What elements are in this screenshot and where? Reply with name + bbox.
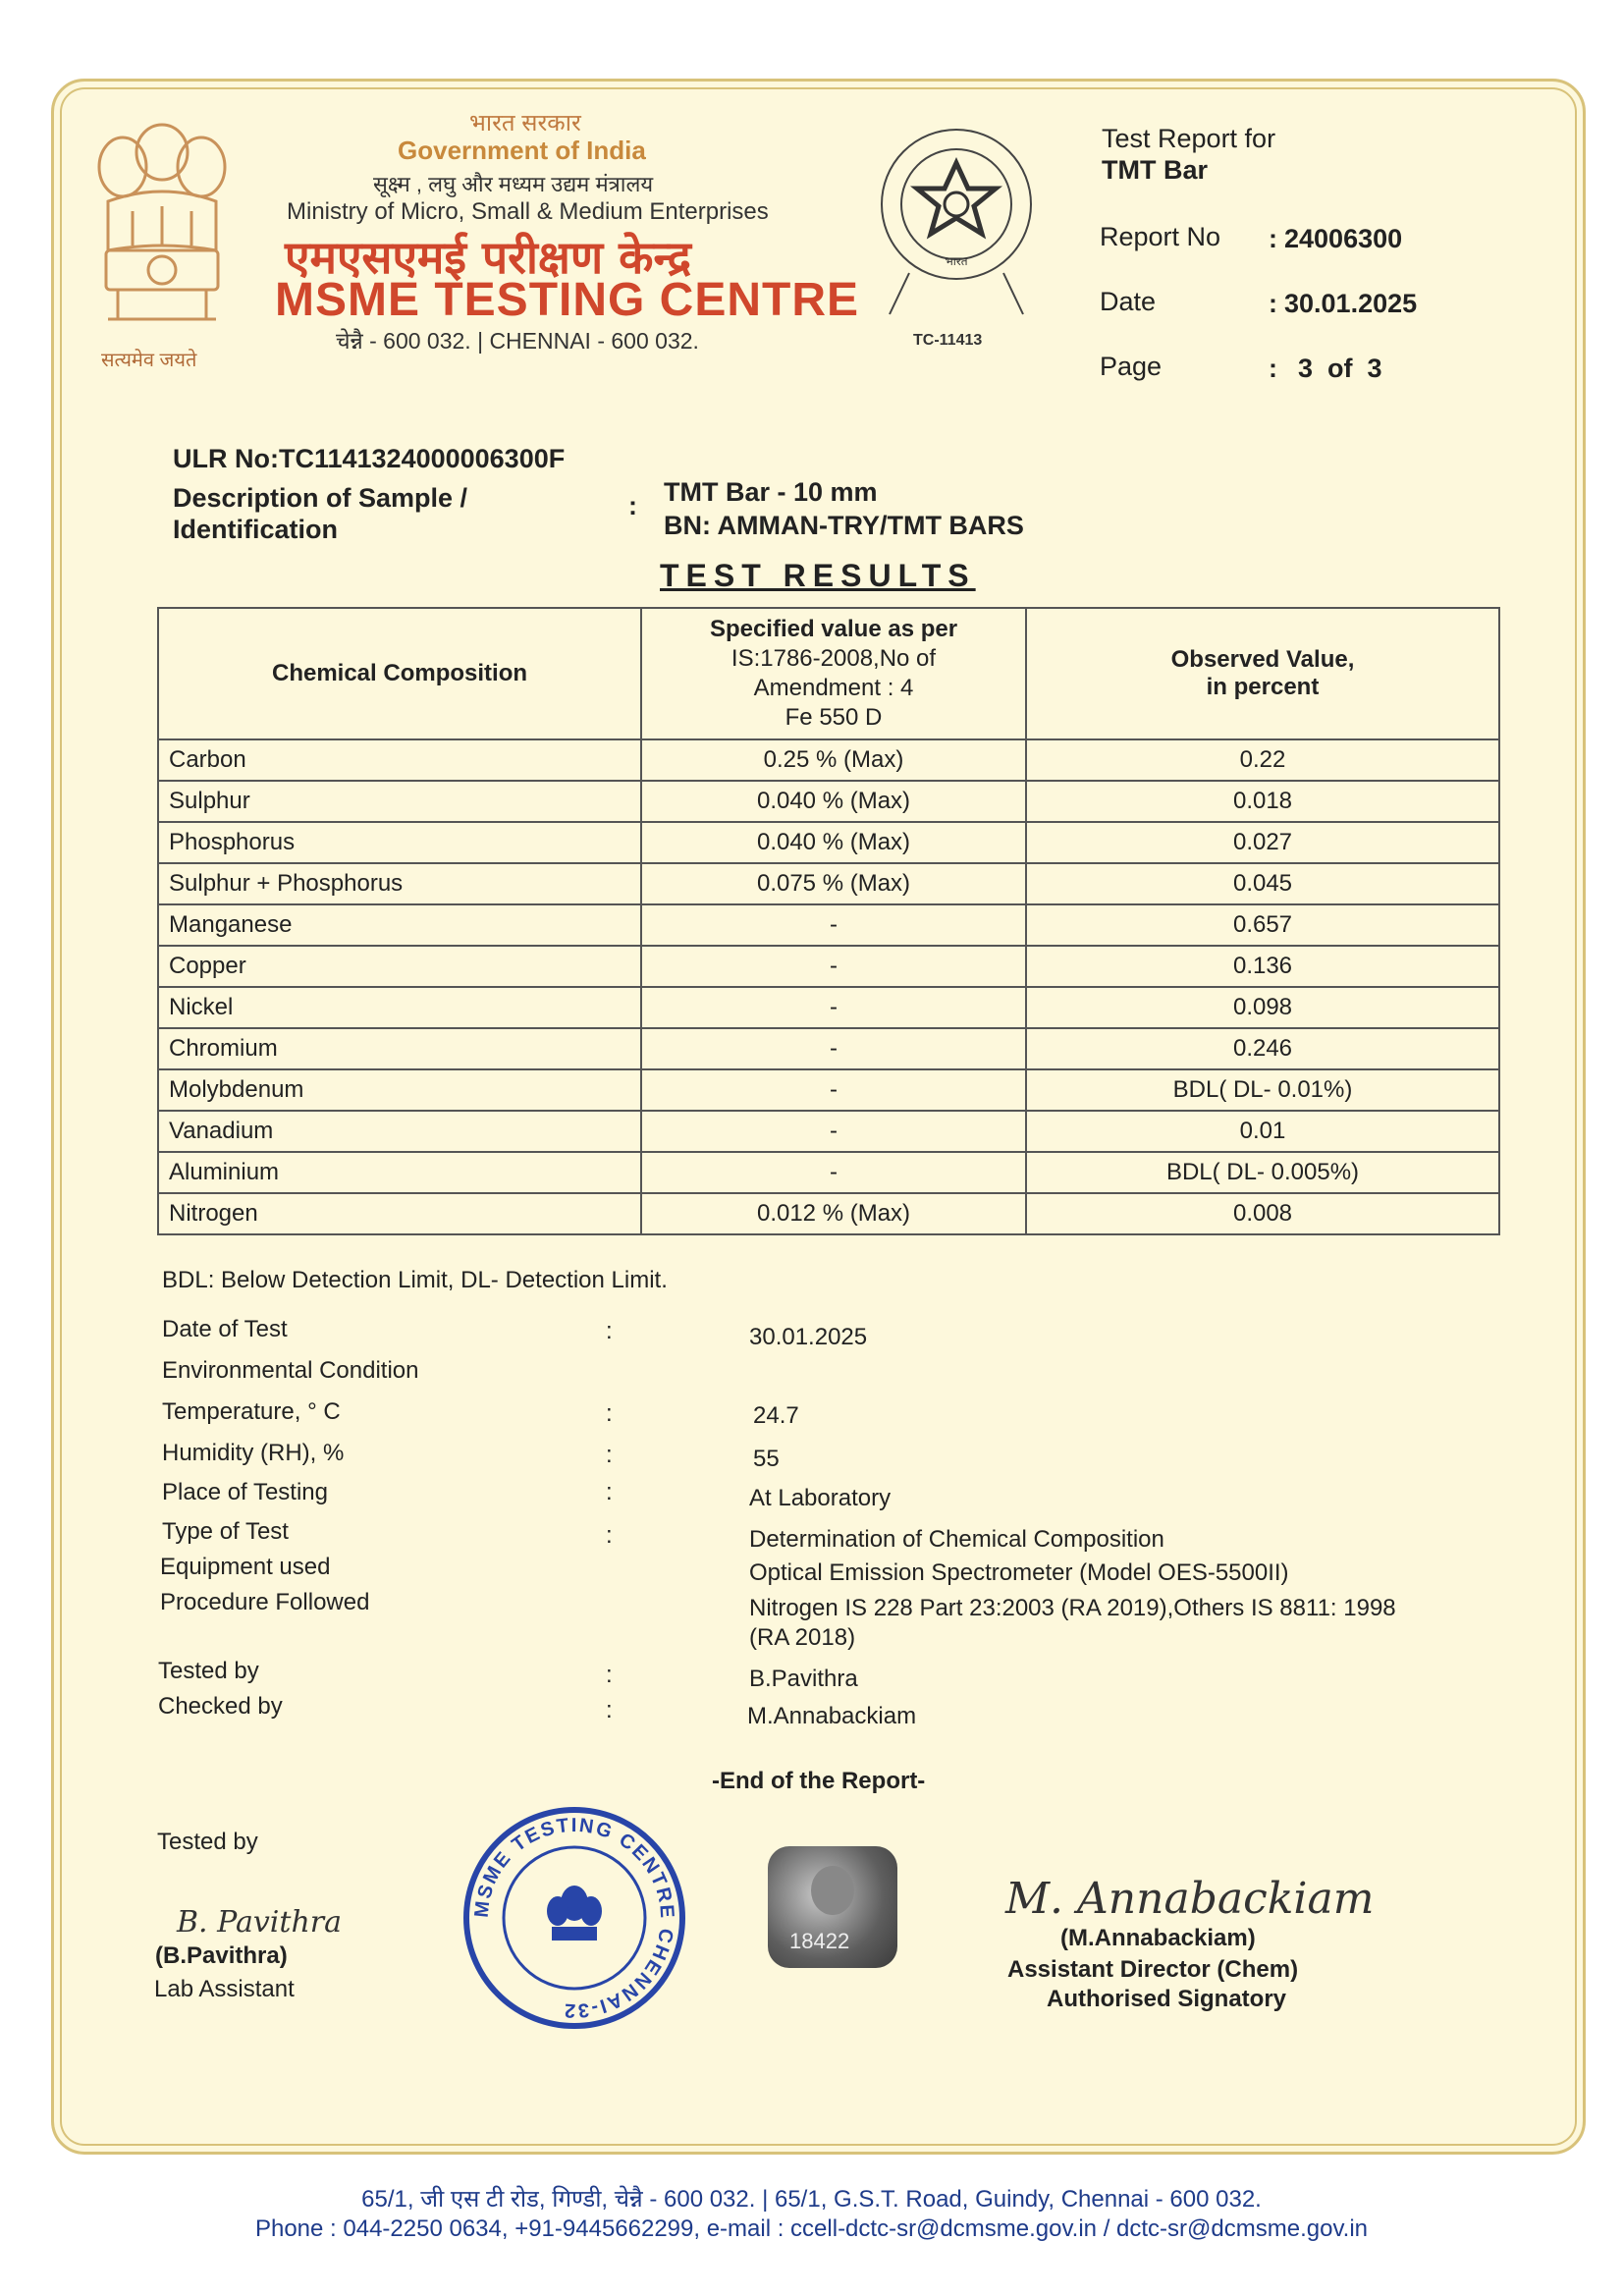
observed-cell: 0.01 xyxy=(1026,1111,1499,1152)
checked-by-colon: : xyxy=(606,1697,613,1723)
desc-label-2: Identification xyxy=(173,515,338,544)
signatory-role-2: Authorised Signatory xyxy=(1047,1986,1287,2012)
observed-cell: BDL( DL- 0.005%) xyxy=(1026,1152,1499,1193)
col-observed-line2: in percent xyxy=(1206,674,1320,700)
element-cell: Nickel xyxy=(158,987,641,1028)
place-label: Place of Testing xyxy=(162,1479,328,1505)
humidity-value: 55 xyxy=(753,1446,780,1472)
humidity-colon: : xyxy=(606,1442,613,1468)
element-cell: Phosphorus xyxy=(158,822,641,863)
date-label: Date xyxy=(1100,287,1157,316)
type-label: Type of Test xyxy=(162,1518,289,1545)
observed-cell: BDL( DL- 0.01%) xyxy=(1026,1069,1499,1111)
observed-cell: 0.027 xyxy=(1026,822,1499,863)
office-stamp-icon xyxy=(461,1805,687,2031)
col-specified-line3: Amendment : 4 xyxy=(753,675,914,701)
desc-colon: : xyxy=(628,491,637,520)
date-of-test-value: 30.01.2025 xyxy=(749,1324,868,1350)
checked-by-value: M.Annabackiam xyxy=(747,1703,917,1729)
gov-english: Government of India xyxy=(398,136,646,165)
humidity-label: Humidity (RH), % xyxy=(162,1440,345,1466)
observed-cell: 0.098 xyxy=(1026,987,1499,1028)
table-row xyxy=(158,822,1499,863)
table-row xyxy=(158,781,1499,822)
equipment-value: Optical Emission Spectrometer (Model OES-5500II) xyxy=(749,1559,1289,1586)
motto-text: सत्यमेव जयते xyxy=(101,350,197,371)
report-no-value: 24006300 xyxy=(1284,224,1403,253)
date-colon: : xyxy=(1269,289,1277,318)
stamp-ring-text: MSME TESTING CENTRE CHENNAI-32 xyxy=(470,1814,678,2022)
ministry-hindi: सूक्ष्म , लघु और मध्यम उद्यम मंत्रालय xyxy=(373,172,654,196)
col-specified-line1: Specified value as per xyxy=(709,616,958,642)
page-colon: : xyxy=(1269,354,1277,383)
observed-cell: 0.008 xyxy=(1026,1193,1499,1234)
signatory-role-1: Assistant Director (Chem) xyxy=(1007,1956,1299,1983)
checked-by-label: Checked by xyxy=(158,1693,283,1720)
report-no-label: Report No xyxy=(1100,222,1221,251)
footer-address: 65/1, जी एस टी रोड, गिण्डी, चेन्नै - 600 032. | 65/1, G.S.T. Road, Guindy, Chennai - 600 032. xyxy=(361,2186,1262,2213)
tester-signature: B. Pavithra xyxy=(177,1905,342,1940)
observed-cell: 0.018 xyxy=(1026,781,1499,822)
table-row xyxy=(158,1152,1499,1193)
desc-line-2: BN: AMMAN-TRY/TMT BARS xyxy=(664,511,1024,540)
test-results-heading: TEST RESULTS xyxy=(660,558,976,593)
hologram-emblem-icon xyxy=(811,1866,854,1915)
spec-cell: - xyxy=(641,904,1026,946)
temperature-colon: : xyxy=(606,1400,613,1427)
accreditation-seal-icon xyxy=(870,126,1043,318)
date-value: 30.01.2025 xyxy=(1284,289,1418,318)
element-cell: Nitrogen xyxy=(158,1193,641,1234)
col-chemical: Chemical Composition xyxy=(158,608,641,739)
temperature-value: 24.7 xyxy=(753,1402,799,1429)
tested-by-label: Tested by xyxy=(158,1658,259,1684)
place-value: At Laboratory xyxy=(749,1485,892,1511)
centre-english: MSME TESTING CENTRE xyxy=(275,274,860,326)
page-value: 3 of 3 xyxy=(1298,354,1382,383)
tested-by-colon: : xyxy=(606,1662,613,1688)
env-condition-label: Environmental Condition xyxy=(162,1357,419,1384)
procedure-line2: (RA 2018) xyxy=(749,1624,856,1651)
ulr-number: ULR No:TC1141324000006300F xyxy=(173,444,566,473)
element-cell: Aluminium xyxy=(158,1152,641,1193)
spec-cell: 0.012 % (Max) xyxy=(641,1193,1026,1234)
spec-cell: - xyxy=(641,946,1026,987)
table-row xyxy=(158,904,1499,946)
observed-cell: 0.136 xyxy=(1026,946,1499,987)
type-value: Determination of Chemical Composition xyxy=(749,1526,1164,1553)
spec-cell: 0.075 % (Max) xyxy=(641,863,1026,904)
table-row xyxy=(158,1193,1499,1234)
element-cell: Sulphur xyxy=(158,781,641,822)
spec-cell: 0.25 % (Max) xyxy=(641,739,1026,781)
results-table xyxy=(157,607,1500,1235)
centre-hindi: एमएसएमई परीक्षण केन्द्र xyxy=(285,231,692,284)
date-of-test-label: Date of Test xyxy=(162,1316,288,1342)
spec-cell: - xyxy=(641,1152,1026,1193)
report-no-colon: : xyxy=(1269,224,1277,253)
element-cell: Vanadium xyxy=(158,1111,641,1152)
tc-number: TC-11413 xyxy=(913,332,983,349)
observed-cell: 0.045 xyxy=(1026,863,1499,904)
signatory-signature: M. Annabackiam xyxy=(1005,1874,1375,1924)
element-cell: Copper xyxy=(158,946,641,987)
hologram-sticker xyxy=(768,1846,897,1968)
element-cell: Carbon xyxy=(158,739,641,781)
table-row xyxy=(158,863,1499,904)
col-specified-line4: Fe 550 D xyxy=(784,704,883,731)
equipment-label: Equipment used xyxy=(160,1554,331,1580)
spec-cell: 0.040 % (Max) xyxy=(641,822,1026,863)
tested-by-value: B.Pavithra xyxy=(749,1666,858,1692)
place-colon: : xyxy=(606,1479,613,1505)
table-row xyxy=(158,1069,1499,1111)
table-row xyxy=(158,946,1499,987)
report-title-line1: Test Report for xyxy=(1102,124,1276,153)
table-row xyxy=(158,1028,1499,1069)
table-row xyxy=(158,739,1499,781)
end-of-report: -End of the Report- xyxy=(712,1768,926,1794)
page-label: Page xyxy=(1100,352,1163,381)
signatory-name: (M.Annabackiam) xyxy=(1060,1925,1256,1951)
hologram-number: 18422 xyxy=(789,1929,850,1953)
desc-label-1: Description of Sample / xyxy=(173,483,468,513)
report-title-line2: TMT Bar xyxy=(1102,155,1208,185)
procedure-label: Procedure Followed xyxy=(160,1589,370,1615)
spec-cell: - xyxy=(641,987,1026,1028)
observed-cell: 0.246 xyxy=(1026,1028,1499,1069)
table-row xyxy=(158,1111,1499,1152)
col-observed-line1: Observed Value, xyxy=(1170,646,1355,673)
tester-name: (B.Pavithra) xyxy=(155,1942,288,1969)
sig-tested-by-label: Tested by xyxy=(157,1829,258,1855)
type-colon: : xyxy=(606,1522,613,1549)
ministry-english: Ministry of Micro, Small & Medium Enterprises xyxy=(287,198,769,225)
bdl-note: BDL: Below Detection Limit, DL- Detection Limit. xyxy=(162,1267,668,1293)
seal-label: भारत xyxy=(945,254,968,268)
procedure-line1: Nitrogen IS 228 Part 23:2003 (RA 2019),Others IS 8811: 1998 xyxy=(749,1595,1396,1621)
spec-cell: - xyxy=(641,1028,1026,1069)
element-cell: Sulphur + Phosphorus xyxy=(158,863,641,904)
footer-contact: Phone : 044-2250 0634, +91-9445662299, e-mail : ccell-dctc-sr@dcmsme.gov.in / dctc-sr@dcmsme.gov.in xyxy=(254,2215,1369,2242)
gov-hindi: भारत सरकार xyxy=(469,110,581,137)
spec-cell: - xyxy=(641,1069,1026,1111)
date-of-test-colon: : xyxy=(606,1318,613,1344)
national-emblem-icon xyxy=(79,113,245,339)
spec-cell: - xyxy=(641,1111,1026,1152)
col-specified-line2: IS:1786-2008,No of xyxy=(730,645,937,672)
element-cell: Chromium xyxy=(158,1028,641,1069)
spec-cell: 0.040 % (Max) xyxy=(641,781,1026,822)
desc-line-1: TMT Bar - 10 mm xyxy=(664,477,878,507)
observed-cell: 0.657 xyxy=(1026,904,1499,946)
table-row xyxy=(158,987,1499,1028)
observed-cell: 0.22 xyxy=(1026,739,1499,781)
table-header-row xyxy=(158,608,1499,739)
tester-role: Lab Assistant xyxy=(154,1976,295,2002)
temperature-label: Temperature, ° C xyxy=(162,1398,341,1425)
centre-address: चेन्नै - 600 032. | CHENNAI - 600 032. xyxy=(336,328,699,354)
col-observed xyxy=(1026,608,1499,739)
element-cell: Manganese xyxy=(158,904,641,946)
element-cell: Molybdenum xyxy=(158,1069,641,1111)
col-specified xyxy=(641,608,1026,739)
